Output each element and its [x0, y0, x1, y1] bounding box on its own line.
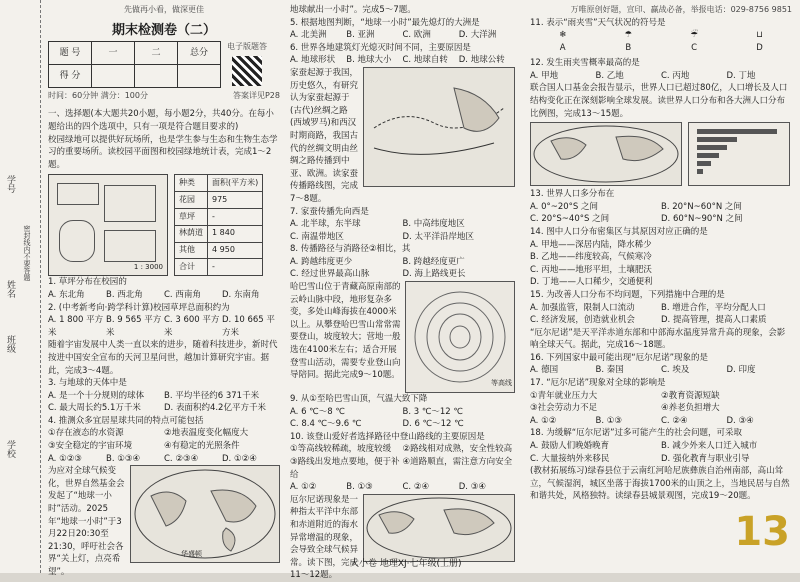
q4-items [48, 427, 280, 452]
question-14: 14. 图中人口分布密集区与其原因对应正确的是 [530, 226, 708, 237]
option[interactable]: B. 跨越经度更广 [402, 256, 465, 267]
q2-options [48, 314, 280, 339]
option[interactable]: D. 东南角 [222, 289, 260, 300]
item: ①等高线较稀疏，坡度较缓 [290, 444, 392, 455]
umbrella-icon: ☔ [690, 30, 698, 41]
option[interactable]: B. 增进合作，平均分配人口 [661, 302, 766, 313]
margin-notice: 密封线内不要答题 [23, 225, 31, 281]
qr-label: 电子版题答 [227, 42, 267, 52]
score-table [48, 41, 221, 88]
option[interactable]: A. 0°~20°S 之间 [530, 201, 599, 212]
option[interactable]: A. 是一个十分规则的球体 [48, 390, 145, 401]
item: ②路线相对成熟，安全性较高 [402, 444, 513, 455]
item: ④养老负担增大 [661, 403, 720, 414]
option[interactable]: D. 大洋洲 [458, 30, 497, 41]
score-input[interactable] [92, 64, 135, 87]
item: ②地表温度变化幅度大 [164, 428, 249, 439]
q16-options [530, 364, 792, 377]
section-heading: 一、选择题(本大题共20小题，每小题2分，共40分。在每小题给出的四个选项中，只有一项是符合题目要求的) [48, 109, 274, 132]
option[interactable]: A. 北美洲 [290, 30, 327, 41]
option[interactable]: A. 跨越纬度更少 [290, 256, 353, 267]
option[interactable]: D. 60°N~90°N 之间 [661, 214, 743, 225]
margin-label-student-id: 学号 [5, 175, 15, 193]
question-17: 17. “厄尔尼诺”现象对全球的影响是 [530, 378, 666, 389]
page-title: 期末检测卷（二） [111, 22, 216, 38]
intro-11-12: 厄尔尼诺现象是一种指太平洋中东部和赤道附近的海水异常增温的现象，会导致全球气候异常。读下图，完成11～12题。 [290, 494, 359, 581]
option[interactable]: D. 丁地 [726, 70, 756, 81]
q10-options [290, 481, 515, 494]
option[interactable]: C. 3 600 平方米 [164, 315, 220, 338]
option[interactable]: A. 北半球，东半球 [290, 219, 361, 230]
score-header-cell: 二 [135, 42, 178, 65]
question-8: 8. 传播路径与消路径②相比，其 [290, 244, 411, 255]
option[interactable]: A. ①②③ [48, 453, 82, 464]
q9-options [290, 406, 515, 431]
option[interactable]: B. 平均半径约6 371千米 [164, 390, 260, 401]
q14-options [530, 239, 792, 289]
option[interactable]: D. 丁地——人口稀少，交通便利 [530, 277, 653, 288]
intro-9-10: 哈巴雪山位于青藏高原南部的云岭山脉中段，地形复杂多变，多处山峰海拔在4000米以上。从攀登哈巴雪山常常需要登山，坡度较大；营地一般选在4100米左右；适合开展登雪山活动，需要专业登山向导陪同。据此完成9～10题。 [290, 282, 401, 381]
option[interactable]: A. ①② [530, 415, 557, 426]
column-3 [530, 0, 792, 503]
option[interactable]: B. 3 ℃～12 ℃ [402, 406, 463, 417]
option[interactable]: B. ①③ [346, 482, 373, 493]
item: ①青年就业压力大 [530, 390, 598, 401]
intro-19-20: (教材拓展练习)绿春县位于云南红河哈尼族彝族自治州南部，高山耸立，气候湿润，城区坐落于海拔1700米的山顶之上，当地民居与自然和谐共处，风格独特。读绿春县城景观图，完成19～20题。 [530, 466, 790, 502]
q4-options [48, 453, 280, 466]
campus-map [48, 174, 168, 276]
cloud-rain-icon: ☂ [624, 30, 633, 41]
banner: 先做再小看，做深更佳 [124, 5, 204, 14]
table-cell: 合计 [175, 259, 208, 276]
table-cell: - [208, 259, 263, 276]
score-header-cell: 一 [92, 42, 135, 65]
question-4: 4. 推测众多宜居星球共同的特点可能包括 [48, 415, 204, 426]
option[interactable]: C. ②④ [661, 415, 688, 426]
option[interactable]: B. ①③ [595, 415, 622, 426]
question-5: 5. 根据地图判断，“地球一小时”最先熄灯的大洲是 [290, 17, 480, 28]
option[interactable]: A. 鼓励人们晚婚晚育 [530, 441, 610, 452]
option[interactable]: C. ②④ [402, 482, 430, 493]
table-cell: 草坪 [175, 209, 208, 226]
item: ②教育资源短缺 [661, 390, 720, 401]
table-cell: 花园 [175, 192, 208, 209]
item: ③社会劳动力不足 [530, 403, 598, 414]
table-cell: 面积(平方米) [208, 175, 263, 192]
table-cell: 1 840 [208, 225, 263, 242]
option[interactable]: D. 海上路线更长 [402, 269, 466, 280]
option[interactable]: B. 地球大小 [346, 55, 392, 66]
world-map-2 [363, 494, 515, 562]
contour-legend: 等高线 [491, 379, 512, 388]
option[interactable]: B. ①③④ [106, 453, 141, 464]
option[interactable]: B. 减少外来人口迁入城市 [661, 441, 758, 452]
binding-margin [0, 0, 41, 573]
population-map [530, 122, 682, 186]
question-6: 6. 世界各地建筑灯光熄灭时间不同，主要原因是 [290, 42, 471, 53]
option[interactable]: A. 地球形状 [290, 55, 336, 66]
option[interactable]: D. 表面积约4.2亿平方千米 [164, 403, 266, 414]
option[interactable]: C. 欧洲 [402, 30, 431, 41]
option[interactable]: D. ③④ [458, 482, 486, 493]
option[interactable]: C. 地球自转 [402, 55, 448, 66]
question-2: 2. (中考新考向·跨学科计算)校园草坪总面积约为 [48, 302, 230, 313]
intro-3-4: 随着宇宙发展中人类一直以来的进步，随着科技进步，新时代按进中国安全宣布的天河卫星问世，越加计算研究宇宙。据此，完成3～4题。 [48, 340, 278, 376]
intro-5-7: 为应对全球气候变化，世界自然基金会发起了“地球一小时”活动。2025年“地球一小时”于3月22日20:30至21:30，呼吁社会各界“关上灯，点亮希望”。 [48, 466, 125, 577]
option[interactable]: A. 德国 [530, 365, 559, 376]
option[interactable]: D. 印度 [726, 365, 756, 376]
world-map-1 [130, 465, 280, 563]
option[interactable]: A. 甲地 [530, 70, 559, 81]
intro-7-8: 家蚕起源于我国，历史悠久，有研究认为家蚕起源于(古代)丝绸之路(西域罗马)和西汉时期商路，我国古代的丝绸文明由丝绸之路传播到中亚、欧洲。读家蚕传播路线图，完成7～8题。 [290, 67, 359, 204]
option[interactable]: D. 10 665 平方米 [222, 315, 275, 338]
option[interactable]: B. 乙地 [595, 70, 624, 81]
option[interactable]: C. 南温带地区 [290, 231, 344, 242]
option[interactable]: A. 1 800 平方米 [48, 315, 104, 338]
item: ①存在液态的水资源 [48, 428, 124, 439]
option[interactable]: B. 20°N~60°N 之间 [661, 201, 742, 212]
q13-options [530, 201, 792, 226]
table-cell: 种类 [175, 175, 208, 192]
option[interactable]: D [756, 42, 763, 53]
option[interactable]: C. 经过世界最高山脉 [290, 269, 370, 280]
option[interactable]: D. 提高管理，提高人口素质 [661, 315, 767, 326]
margin-label-name: 姓名 [5, 280, 15, 298]
margin-label-class: 班级 [5, 335, 15, 353]
option[interactable]: B. 乙地——纬度较高，气候寒冷 [530, 252, 652, 263]
option[interactable]: D. 太平洋沿岸地区 [402, 231, 474, 242]
question-9: 9. 从①至哈巴雪山顶，气温大致下降 [290, 394, 428, 405]
q17-options [530, 415, 792, 428]
score-row-label: 得 分 [49, 64, 92, 87]
question-7: 7. 家蚕传播先向西是 [290, 206, 369, 217]
option[interactable]: B. 9 565 平方米 [106, 315, 162, 338]
q17-items [530, 390, 792, 415]
question-18: 18. 为缓解“厄尔尼诺”过多可能产生的社会问题，可采取 [530, 428, 743, 439]
column-1 [48, 0, 280, 579]
table-cell: - [208, 209, 263, 226]
q10-items [290, 443, 515, 481]
qr-code-icon[interactable] [232, 56, 262, 86]
table-cell: 林荫道 [175, 225, 208, 242]
item: ④道路顺直，需注意方向安全 [402, 457, 513, 468]
option[interactable]: B. 西北角 [106, 289, 143, 300]
intro-13-15: 联合国人口基金会报告显示，世界人口已超过80亿，人口增长及人口结构变化正在深刻影响全球发展。读世界人口分布和各大洲人口分布比例图，完成13～15题。 [530, 83, 788, 119]
question-3: 3. 与地球的天体中是 [48, 378, 127, 389]
population-bar-chart [688, 122, 790, 186]
option[interactable]: A. 东北角 [48, 289, 85, 300]
map-label: 华盛顿 [181, 549, 202, 558]
option[interactable]: C. 8.4 ℃～9.6 ℃ [290, 419, 362, 430]
column-2 [290, 0, 515, 582]
bracket-icon: ⊔ [756, 30, 763, 41]
option[interactable]: C. 最大周长约5.1万千米 [48, 403, 141, 414]
table-cell: 4 950 [208, 242, 263, 259]
option[interactable]: C. 大量接纳外来移民 [530, 453, 610, 464]
intro-1-2: 校园绿地可以提供好玩场所，也是学生参与生态和生物生态学习的重要场所。读校园平面图和校园绿地统计表，完成1～2题。 [48, 134, 278, 170]
option[interactable]: C. 西南角 [164, 289, 201, 300]
question-16: 16. 下列国家中最可能出现“厄尔尼诺”现象的是 [530, 352, 709, 363]
greenland-table [174, 174, 263, 276]
answer-ref: 答案详见P28 [232, 90, 280, 100]
contour-lines-icon [406, 282, 514, 392]
q12-options [530, 70, 792, 83]
q4-continued: 地球献出一小时”。完成5～7题。 [290, 5, 416, 15]
item: ③路线出发地点要地，便于补给 [290, 457, 400, 480]
option[interactable]: D. ③④ [726, 415, 754, 426]
item: ④有稳定的光照条件 [164, 441, 240, 452]
question-11: 11. 表示“雨夹雪”天气状况的符号是 [530, 17, 666, 28]
question-1: 1. 草坪分布在校园的 [48, 277, 127, 288]
option[interactable]: B [625, 42, 632, 53]
q1-options [48, 289, 280, 302]
option[interactable]: D. 地球公转 [458, 55, 505, 66]
world-outline-icon [131, 466, 279, 562]
right-banner: 万唯原创好题，宣印、赢战必备，举报电话：029-8756 9851 [570, 5, 792, 14]
score-input[interactable] [135, 64, 178, 87]
question-12: 12. 发生雨夹雪概率最高的是 [530, 58, 640, 69]
snow-icon: ❄ [559, 30, 567, 41]
contour-map [405, 281, 515, 393]
intro-16-18: “厄尔尼诺”是天平洋赤道东部和中部海水温度异常升高的现象，会影响全球天气。据此，完成16～18题。 [530, 327, 786, 351]
option[interactable]: C. 丙地——地形平坦，土壤肥沃 [530, 264, 652, 275]
option[interactable]: A. 加强监管，限制人口流动 [530, 302, 635, 313]
option[interactable]: A [559, 42, 566, 53]
item: ③安全稳定的宇宙环境 [48, 441, 133, 452]
option[interactable]: A. ①② [290, 482, 317, 493]
option[interactable]: C. 经济发展，创造就业机会 [530, 315, 635, 326]
option[interactable]: B. 秦国 [595, 365, 624, 376]
question-13: 13. 世界人口多分布在 [530, 189, 615, 200]
table-cell: 975 [208, 192, 263, 209]
option[interactable]: C. 丙地 [661, 70, 690, 81]
silk-route-map [363, 67, 515, 187]
option[interactable]: D. 强化教育与职业引导 [661, 453, 750, 464]
q15-options [530, 302, 792, 327]
route-map-icon [364, 68, 514, 186]
time-info: 时间：60分钟 满分：100分 [48, 90, 148, 100]
option[interactable]: A. 6 ℃～8 ℃ [290, 406, 345, 417]
q3-options [48, 390, 280, 415]
option[interactable]: C. ②③④ [164, 453, 199, 464]
option[interactable]: D. ①②④ [222, 453, 257, 464]
option[interactable]: D. 6 ℃～12 ℃ [402, 419, 464, 430]
weather-symbols [530, 29, 792, 57]
table-cell: 其他 [175, 242, 208, 259]
q5-options [290, 29, 515, 42]
option[interactable]: B. 中高纬度地区 [402, 219, 465, 230]
score-header-cell: 总分 [178, 42, 221, 65]
option[interactable]: B. 亚洲 [346, 30, 375, 41]
q7-options [290, 218, 515, 243]
q8-options [290, 256, 515, 281]
margin-label-school: 学校 [5, 440, 15, 458]
option[interactable]: C. 20°S~40°S 之间 [530, 214, 610, 225]
q6-options [290, 54, 515, 67]
option[interactable]: A. 甲地——深居内陆，降水稀少 [530, 239, 652, 250]
world-outline-icon [364, 495, 514, 561]
option[interactable]: C. 埃及 [661, 365, 690, 376]
score-header-cell: 题 号 [49, 42, 92, 65]
score-input[interactable] [178, 64, 221, 87]
question-10: 10. 该登山爱好者选择路径中登山路线的主要原因是 [290, 431, 485, 442]
question-15: 15. 为改善人口分布不均问题，下列措施中合理的是 [530, 289, 725, 300]
footer: 大小卷 地理XJ·七年级(上册) [350, 559, 462, 569]
map-scale: 1 : 3000 [133, 262, 163, 271]
q18-options [530, 440, 792, 465]
world-outline-icon [531, 123, 681, 185]
page-number: 13 [734, 509, 790, 555]
option[interactable]: C [691, 42, 698, 53]
